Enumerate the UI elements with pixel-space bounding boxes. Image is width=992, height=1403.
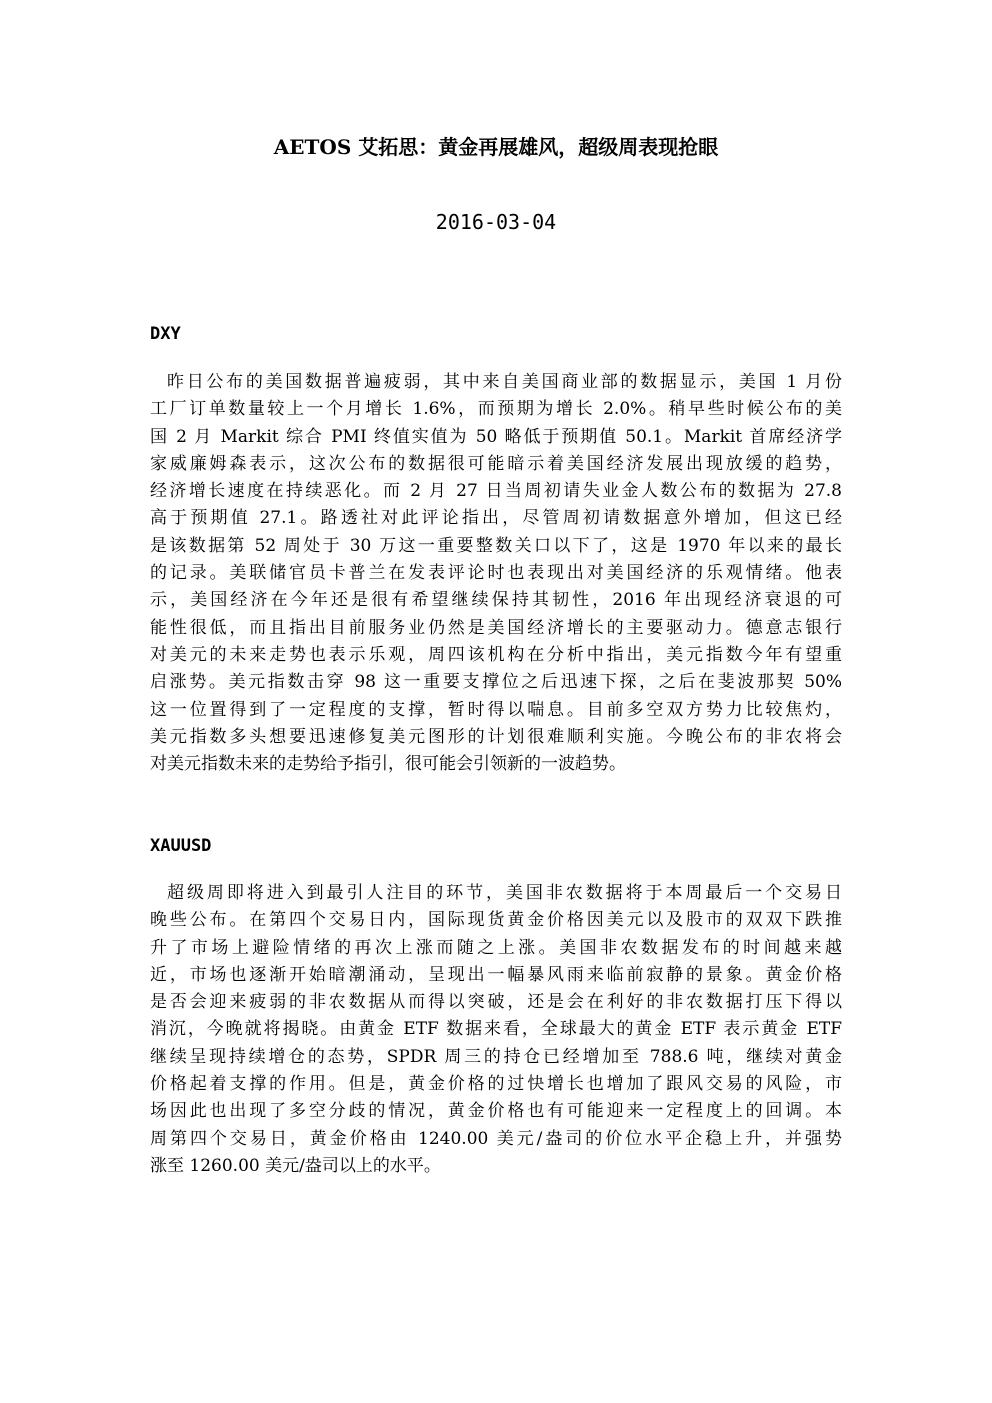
- paragraph-line: 价格起着支撑的作用。但是，黄金价格的过快增长也增加了跟风交易的风险，市: [150, 1074, 842, 1095]
- paragraph-line: 昨日公布的美国数据普遍疲弱，其中来自美国商业部的数据显示，美国 1 月份: [167, 372, 842, 392]
- paragraph-line: 升了市场上避险情绪的再次上涨而随之上涨。美国非农数据发布的时间越来越: [150, 937, 842, 958]
- paragraph-line: 周第四个交易日，黄金价格由 1240.00 美元/盎司的价位水平企稳上升，并强势: [150, 1128, 842, 1149]
- paragraph-line: 晚些公布。在第四个交易日内，国际现货黄金价格因美元以及股市的双双下跌推: [150, 910, 842, 931]
- paragraph-line: 经济增长速度在持续恶化。而 2 月 27 日当周初请失业金人数公布的数据为 27.8: [150, 481, 842, 502]
- paragraph-line: 高于预期值 27.1。路透社对此评论指出，尽管周初请数据意外增加，但这已经: [150, 508, 842, 529]
- section-heading-dxy: DXY: [150, 324, 181, 344]
- paragraph-line: 涨至 1260.00 美元/盎司以上的水平。: [150, 1155, 441, 1176]
- paragraph-line: 对美元的未来走势也表示乐观，周四该机构在分析中指出，美元指数今年有望重: [150, 644, 842, 665]
- paragraph-line: 继续呈现持续增仓的态势，SPDR 周三的持仓已经增加至 788.6 吨，继续对黄金: [150, 1046, 842, 1067]
- section-body-dxy: [150, 369, 842, 778]
- document-date: 2016-03-04: [435, 210, 557, 234]
- paragraph-line: 超级周即将进入到最引人注目的环节，美国非农数据将于本周最后一个交易日: [167, 883, 842, 903]
- paragraph-line: 国 2 月 Markit 综合 PMI 终值实值为 50 略低于预期值 50.1。Markit 首席经济学: [150, 426, 842, 447]
- paragraph-line: 对美元指数未来的走势给予指引，很可能会引领新的一波趋势。: [150, 754, 626, 775]
- paragraph-line: 场因此也出现了多空分歧的情况，黄金价格也有可能迎来一定程度上的回调。本: [150, 1101, 842, 1122]
- section-heading-xauusd: XAUUSD: [150, 836, 212, 856]
- paragraph-line: 家威廉姆森表示，这次公布的数据很可能暗示着美国经济发展出现放缓的趋势，: [150, 453, 842, 474]
- paragraph-line: 示，美国经济在今年还是很有希望继续保持其韧性，2016 年出现经济衰退的可: [150, 590, 842, 611]
- paragraph-line: 近，市场也逐渐开始暗潮涌动，呈现出一幅暴风雨来临前寂静的景象。黄金价格: [150, 964, 842, 985]
- paragraph-line: 能性很低，而且指出目前服务业仍然是美国经济增长的主要驱动力。德意志银行: [150, 617, 842, 638]
- paragraph-line: 这一位置得到了一定程度的支撑，暂时得以喘息。目前多空双方势力比较焦灼，: [150, 699, 842, 720]
- paragraph-line: 美元指数多头想要迅速修复美元图形的计划很难顺利实施。今晚公布的非农将会: [150, 726, 842, 747]
- paragraph-line: 消沉，今晚就将揭晓。由黄金 ETF 数据来看，全球最大的黄金 ETF 表示黄金 ETF: [150, 1019, 842, 1040]
- paragraph-line: 启涨势。美元指数击穿 98 这一重要支撑位之后迅速下探，之后在斐波那契 50%: [150, 672, 842, 693]
- section-body-xauusd: [150, 880, 842, 1180]
- paragraph-line: 是该数据第 52 周处于 30 万这一重要整数关口以下了，这是 1970 年以来的最长: [150, 535, 842, 556]
- paragraph-line: 是否会迎来疲弱的非农数据从而得以突破，还是会在利好的非农数据打压下得以: [150, 992, 842, 1013]
- paragraph-line: 的记录。美联储官员卡普兰在发表评论时也表现出对美国经济的乐观情绪。他表: [150, 563, 842, 584]
- paragraph-line: 工厂订单数量较上一个月增长 1.6%，而预期为增长 2.0%。稍早些时候公布的美: [150, 399, 842, 420]
- document-title: AETOS 艾拓思：黄金再展雄风，超级周表现抢眼: [273, 135, 719, 159]
